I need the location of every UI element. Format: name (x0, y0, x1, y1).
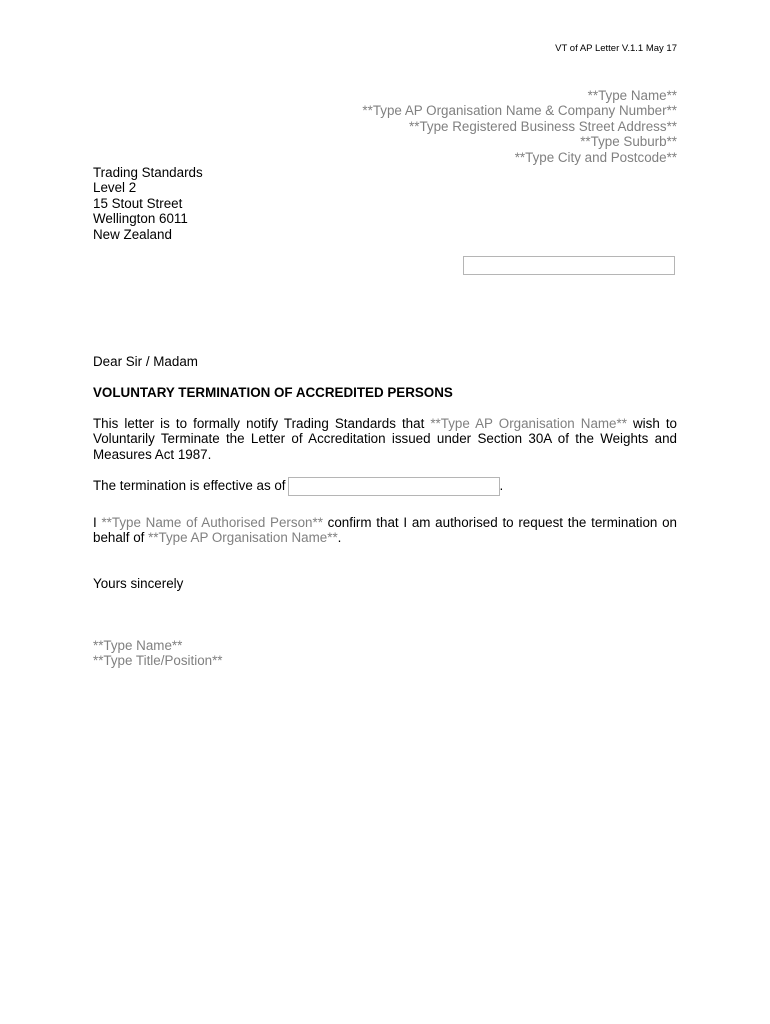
signatory-title-placeholder[interactable]: **Type Title/Position** (93, 653, 223, 669)
sender-street-placeholder[interactable]: **Type Registered Business Street Address** (409, 118, 677, 134)
paragraph-text: wish to Voluntarily Terminate the Letter of Accreditation issued under Section 30A of the Weights and Measures Act 1987. (93, 416, 677, 462)
organisation-name-placeholder[interactable]: **Type AP Organisation Name** (430, 416, 627, 431)
paragraph-text: The termination is effective as of (93, 478, 286, 493)
recipient-line: Trading Standards (93, 165, 203, 180)
paragraph-text: This letter is to formally notify Trading Standards that (93, 416, 431, 431)
sender-suburb-placeholder[interactable]: **Type Suburb** (580, 134, 677, 150)
effective-date-field[interactable] (288, 477, 500, 496)
document-reference: VT of AP Letter V.1.1 May 17 (555, 43, 677, 54)
signature-block (93, 638, 223, 669)
authorisation-paragraph (93, 515, 677, 546)
recipient-address-block (93, 165, 203, 242)
effective-date-paragraph (93, 477, 677, 496)
paragraph-text: I (93, 515, 102, 530)
letter-date-field[interactable] (463, 256, 675, 275)
signatory-name-placeholder[interactable]: **Type Name** (93, 638, 183, 653)
recipient-line: New Zealand (93, 226, 172, 242)
paragraph-text: confirm that I am authorised to request the termination on behalf of (93, 515, 677, 546)
paragraph-text: . (337, 530, 342, 546)
sender-address-block (227, 88, 677, 165)
closing: Yours sincerely (93, 576, 184, 591)
sender-organisation-placeholder[interactable]: **Type AP Organisation Name & Company Number** (362, 103, 677, 119)
recipient-line: Level 2 (93, 180, 137, 196)
recipient-line: Wellington 6011 (93, 211, 188, 227)
notification-paragraph (93, 416, 677, 462)
authorised-person-placeholder[interactable]: **Type Name of Authorised Person** (101, 515, 323, 530)
paragraph-text: . (499, 478, 504, 493)
salutation: Dear Sir / Madam (93, 354, 198, 369)
sender-city-postcode-placeholder[interactable]: **Type City and Postcode** (514, 149, 677, 165)
letter-subject: VOLUNTARY TERMINATION OF ACCREDITED PERSONS (93, 385, 453, 400)
recipient-line: 15 Stout Street (93, 195, 183, 211)
organisation-name-placeholder[interactable]: **Type AP Organisation Name** (148, 530, 338, 546)
sender-name-placeholder[interactable]: **Type Name** (587, 88, 677, 103)
